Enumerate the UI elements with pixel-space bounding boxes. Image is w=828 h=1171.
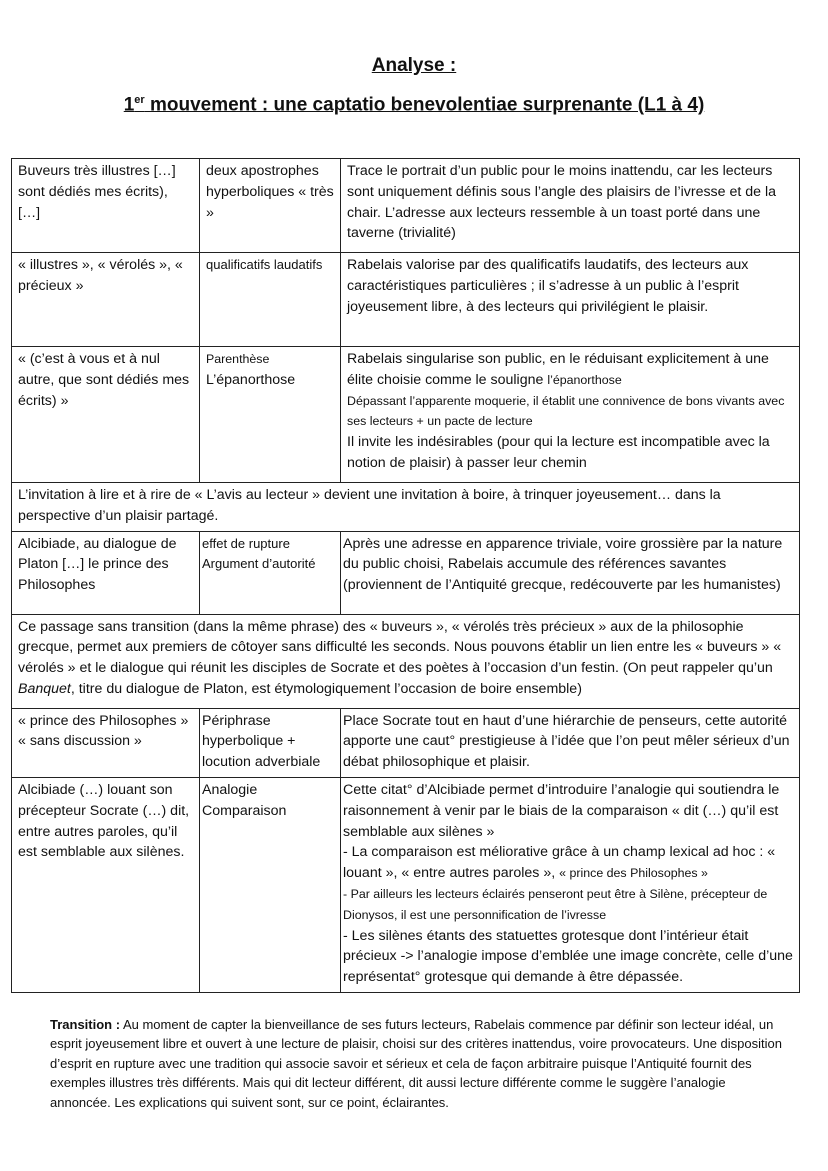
procede-cell <box>200 347 341 483</box>
procede-cell <box>200 531 341 614</box>
work-title: Banquet <box>18 680 71 697</box>
quote-cell: « illustres », « vérolés », « précieux » <box>12 253 200 347</box>
analysis-paragraph: Il invite les indésirables (pour qui la lecture est incompatible avec la notion de plaisir) à passer leur chemin <box>347 434 770 471</box>
analysis-table <box>11 158 800 993</box>
section-title-prefix: 1 <box>123 94 135 116</box>
commentary-aside: (On peut rappeler qu’un <box>622 660 773 677</box>
full-width-cell <box>12 614 800 708</box>
table-row <box>12 347 800 483</box>
page-heading: Analyse : <box>371 55 457 76</box>
procede-cell: qualificatifs laudatifs <box>200 253 341 347</box>
table-row <box>12 159 800 253</box>
analysis-cell: Place Socrate tout en haut d’une hiérarchie de penseurs, cette autorité apporte une caut° prestigieuse à l’idée que l’on peut mêler sérieux d’un débat philosophique et plaisir. <box>341 708 800 777</box>
quote-cell: Alcibiade, au dialogue de Platon […] le prince des Philosophes <box>12 531 200 614</box>
section-title-rest: mouvement : une captatio benevolentiae surprenante (L1 à 4) <box>144 94 705 116</box>
transition-paragraph <box>50 1015 785 1112</box>
analysis-text-small: « prince des Philosophes » <box>559 866 708 881</box>
procede-line: L’épanorthose <box>206 371 296 388</box>
table-row <box>12 253 800 347</box>
analysis-cell <box>341 777 800 992</box>
analysis-cell: Après une adresse en apparence triviale, voire grossière par la nature du public choisi, Rabelais accumule des références savantes (proviennent de l’Antiquité grecque, redécouverte par les humanistes) <box>341 531 800 614</box>
quote-cell: Buveurs très illustres […] sont dédiés mes écrits), […] <box>12 159 200 253</box>
quote-cell: Alcibiade (…) louant son précepteur Socrate (…) dit, entre autres paroles, qu’il est semblable aux silènes. <box>12 777 200 992</box>
procede-line: Comparaison <box>202 802 287 819</box>
procede-cell: Périphrase hyperbolique + locution adverbiale <box>200 708 341 777</box>
table-row <box>12 777 800 992</box>
analysis-paragraph <box>343 842 793 884</box>
procede-cell <box>200 777 341 992</box>
procede-line: effet de rupture <box>202 535 290 551</box>
analysis-paragraph: Dépassant l’apparente moquerie, il établit une connivence de bons vivants avec ses lecteurs + un pacte de lecture <box>347 393 785 429</box>
transition-label: Transition : <box>50 1017 121 1032</box>
analysis-text-small: l’épanorthose <box>547 372 622 387</box>
procede-cell: deux apostrophes hyperboliques « très » <box>200 159 341 253</box>
section-title-superscript: er <box>134 94 145 106</box>
procede-line: Parenthèse <box>206 352 270 366</box>
full-width-cell: L’invitation à lire et à rire de « L’avis au lecteur » devient une invitation à boire, à trinquer joyeusement… dans la perspective d’un plaisir partagé. <box>12 483 800 532</box>
analysis-text: - La comparaison est méliorative grâce à un champ lexical ad hoc : « louant », « entre autres paroles », <box>343 844 776 882</box>
table-row <box>12 483 800 532</box>
analysis-paragraph <box>347 349 793 391</box>
analysis-cell: Trace le portrait d’un public pour le moins inattendu, car les lecteurs sont uniquement définis sous l’angle des plaisirs de l’ivresse et de la chair. L’adresse aux lecteurs ressemble à un toast porté dans une taverne (trivialité) <box>341 159 800 253</box>
table-row <box>12 708 800 777</box>
analysis-paragraph: - Par ailleurs les lecteurs éclairés penseront peut être à Silène, précepteur de Dionysos, il est une personnification de l’ivresse <box>343 886 768 922</box>
analysis-cell: Rabelais valorise par des qualificatifs laudatifs, des lecteurs aux caractéristiques particulières ; il s’adresse à un public à l’esprit joyeusement libre, à des lecteurs qui privilégient le plaisir. <box>341 253 800 347</box>
analysis-text: Rabelais singularise son public, en le réduisant explicitement à une élite choisie comme le souligne <box>347 351 769 388</box>
analysis-paragraph: - Les silènes étants des statuettes grotesque dont l’intérieur était précieux -> l’analogie impose d’emblée une image concrète, celle d’une représentat° grotesque qui demande à être dépassée. <box>343 927 793 986</box>
quote-cell: « prince des Philosophes » « sans discussion » <box>12 708 200 777</box>
analysis-paragraph: Cette citat° d’Alcibiade permet d’introduire l’analogie qui soutiendra le raisonnement à venir par le biais de la comparaison « dit (…) qu’il est semblable aux silènes » <box>343 781 780 840</box>
procede-line: Analogie <box>202 781 258 798</box>
commentary-text: Ce passage sans transition (dans la même phrase) des « buveurs », « vérolés très précieux » aux de la philosophie grecque, permet aux premiers de côtoyer sans difficulté les seconds. Nous pouvons établir un lien entre les « buveurs » « vérolés » et le dialogue qui réunit les disciples de Socrate et des poètes à l’occasion d’un festin. <box>18 618 782 677</box>
analysis-cell <box>341 347 800 483</box>
procede-line: Argument d’autorité <box>202 556 316 572</box>
quote-cell: « (c’est à vous et à nul autre, que sont dédiés mes écrits) » <box>12 347 200 483</box>
transition-text: Au moment de capter la bienveillance de ses futurs lecteurs, Rabelais commence par définir son lecteur idéal, un esprit joyeusement libre et ouvert à une lecture de plaisir, choisi sur des critères inattendus, voire provocateurs. Une disposition d’esprit en rupture avec une tradition qui associe savoir et sérieux et cela de façon arbitraire puisque l’Antiquité fournit des exemples illustres très différents. Mais qui dit lecteur différent, dit aussi lecture différente comme le suggère l’analogie annoncée. Les explications qui suivent sont, sur ce point, éclairantes. <box>50 1017 782 1110</box>
table-row <box>12 614 800 708</box>
section-title <box>0 94 828 116</box>
table-row <box>12 531 800 614</box>
commentary-aside-end: , titre du dialogue de Platon, est étymologiquement l’occasion de boire ensemble) <box>70 680 582 697</box>
